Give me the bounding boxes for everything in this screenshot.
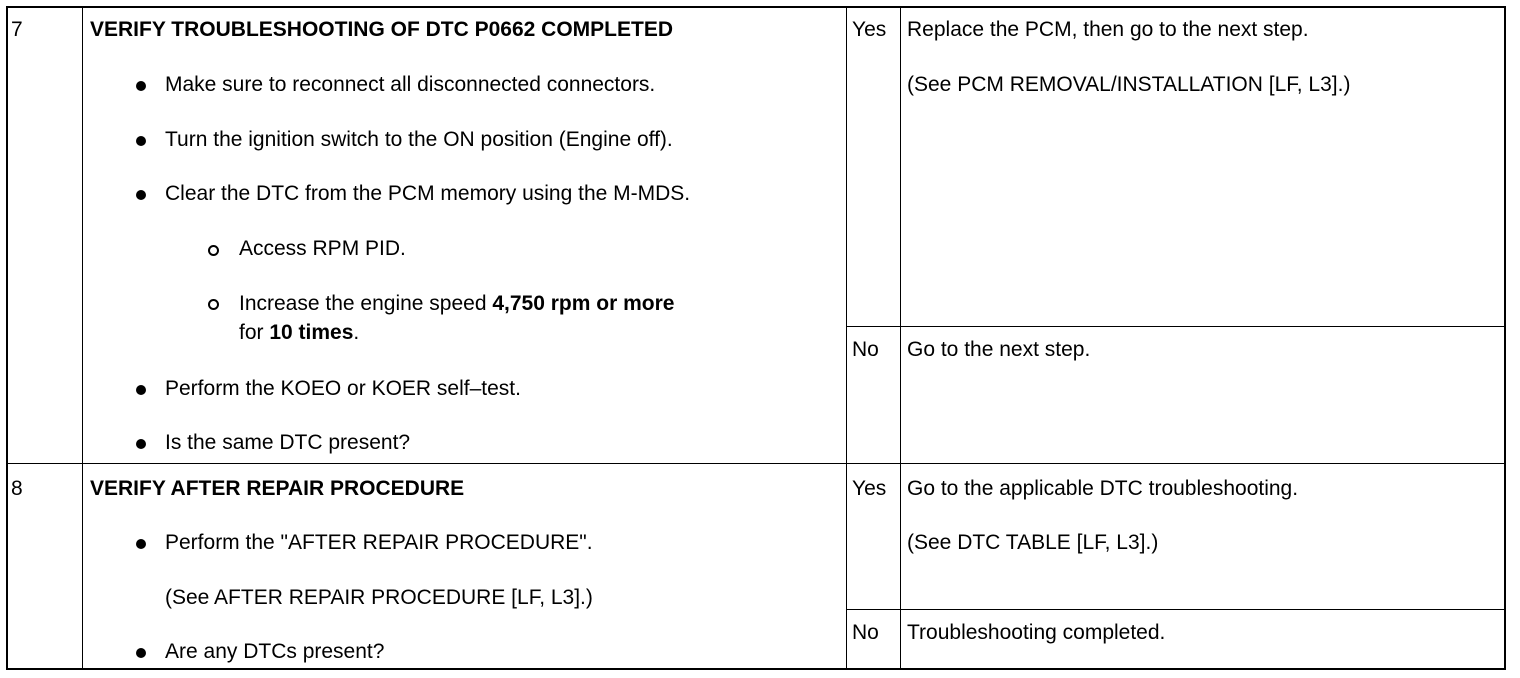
column-divider	[846, 8, 847, 668]
no-label: No	[852, 621, 879, 644]
step-title: VERIFY AFTER REPAIR PROCEDURE	[90, 477, 465, 500]
instruction-text: Is the same DTC present?	[165, 431, 411, 454]
yes-label: Yes	[852, 18, 887, 41]
sub-bullet-icon	[208, 245, 219, 256]
column-divider	[900, 8, 901, 668]
emphasis-text: 10 times	[269, 321, 354, 344]
bullet-icon	[136, 539, 146, 549]
bullet-icon	[136, 190, 146, 200]
bullet-icon	[136, 81, 146, 91]
no-label: No	[852, 338, 879, 361]
instruction-text: Are any DTCs present?	[165, 640, 385, 663]
bullet-icon	[136, 385, 146, 395]
sub-instruction-text	[239, 291, 674, 317]
yes-action-text: Replace the PCM, then go to the next step.	[907, 18, 1309, 41]
instruction-text: Clear the DTC from the PCM memory using the M-MDS.	[165, 182, 691, 205]
text-segment: Increase the engine speed	[239, 292, 493, 315]
reference-text: (See AFTER REPAIR PROCEDURE [LF, L3].)	[165, 586, 593, 609]
yes-action-text: Go to the applicable DTC troubleshooting.	[907, 477, 1299, 500]
troubleshooting-table	[6, 6, 1506, 670]
sub-instruction-text: Access RPM PID.	[239, 237, 406, 260]
emphasis-text: 4,750 rpm or more	[492, 292, 675, 315]
instruction-text: Turn the ignition switch to the ON position (Engine off).	[165, 128, 673, 151]
no-action-text: Troubleshooting completed.	[907, 621, 1166, 644]
yes-no-divider	[846, 609, 1504, 610]
sub-bullet-icon	[208, 299, 219, 310]
step-number: 7	[11, 18, 23, 41]
step-number: 8	[11, 477, 23, 500]
step-title: VERIFY TROUBLESHOOTING OF DTC P0662 COMPLETED	[90, 18, 674, 41]
column-divider	[82, 8, 83, 668]
bullet-icon	[136, 648, 146, 658]
text-segment: for	[239, 321, 270, 344]
row-divider	[8, 463, 1504, 464]
reference-text: (See PCM REMOVAL/INSTALLATION [LF, L3].)	[907, 73, 1351, 96]
bullet-icon	[136, 439, 146, 449]
yes-label: Yes	[852, 477, 887, 500]
bullet-icon	[136, 136, 146, 146]
text-segment: .	[353, 321, 360, 344]
instruction-text: Make sure to reconnect all disconnected connectors.	[165, 73, 656, 96]
sub-instruction-text-continued	[239, 320, 359, 346]
reference-text: (See DTC TABLE [LF, L3].)	[907, 531, 1159, 554]
no-action-text: Go to the next step.	[907, 338, 1091, 361]
instruction-text: Perform the "AFTER REPAIR PROCEDURE".	[165, 531, 593, 554]
yes-no-divider	[846, 326, 1504, 327]
instruction-text: Perform the KOEO or KOER self–test.	[165, 377, 521, 400]
